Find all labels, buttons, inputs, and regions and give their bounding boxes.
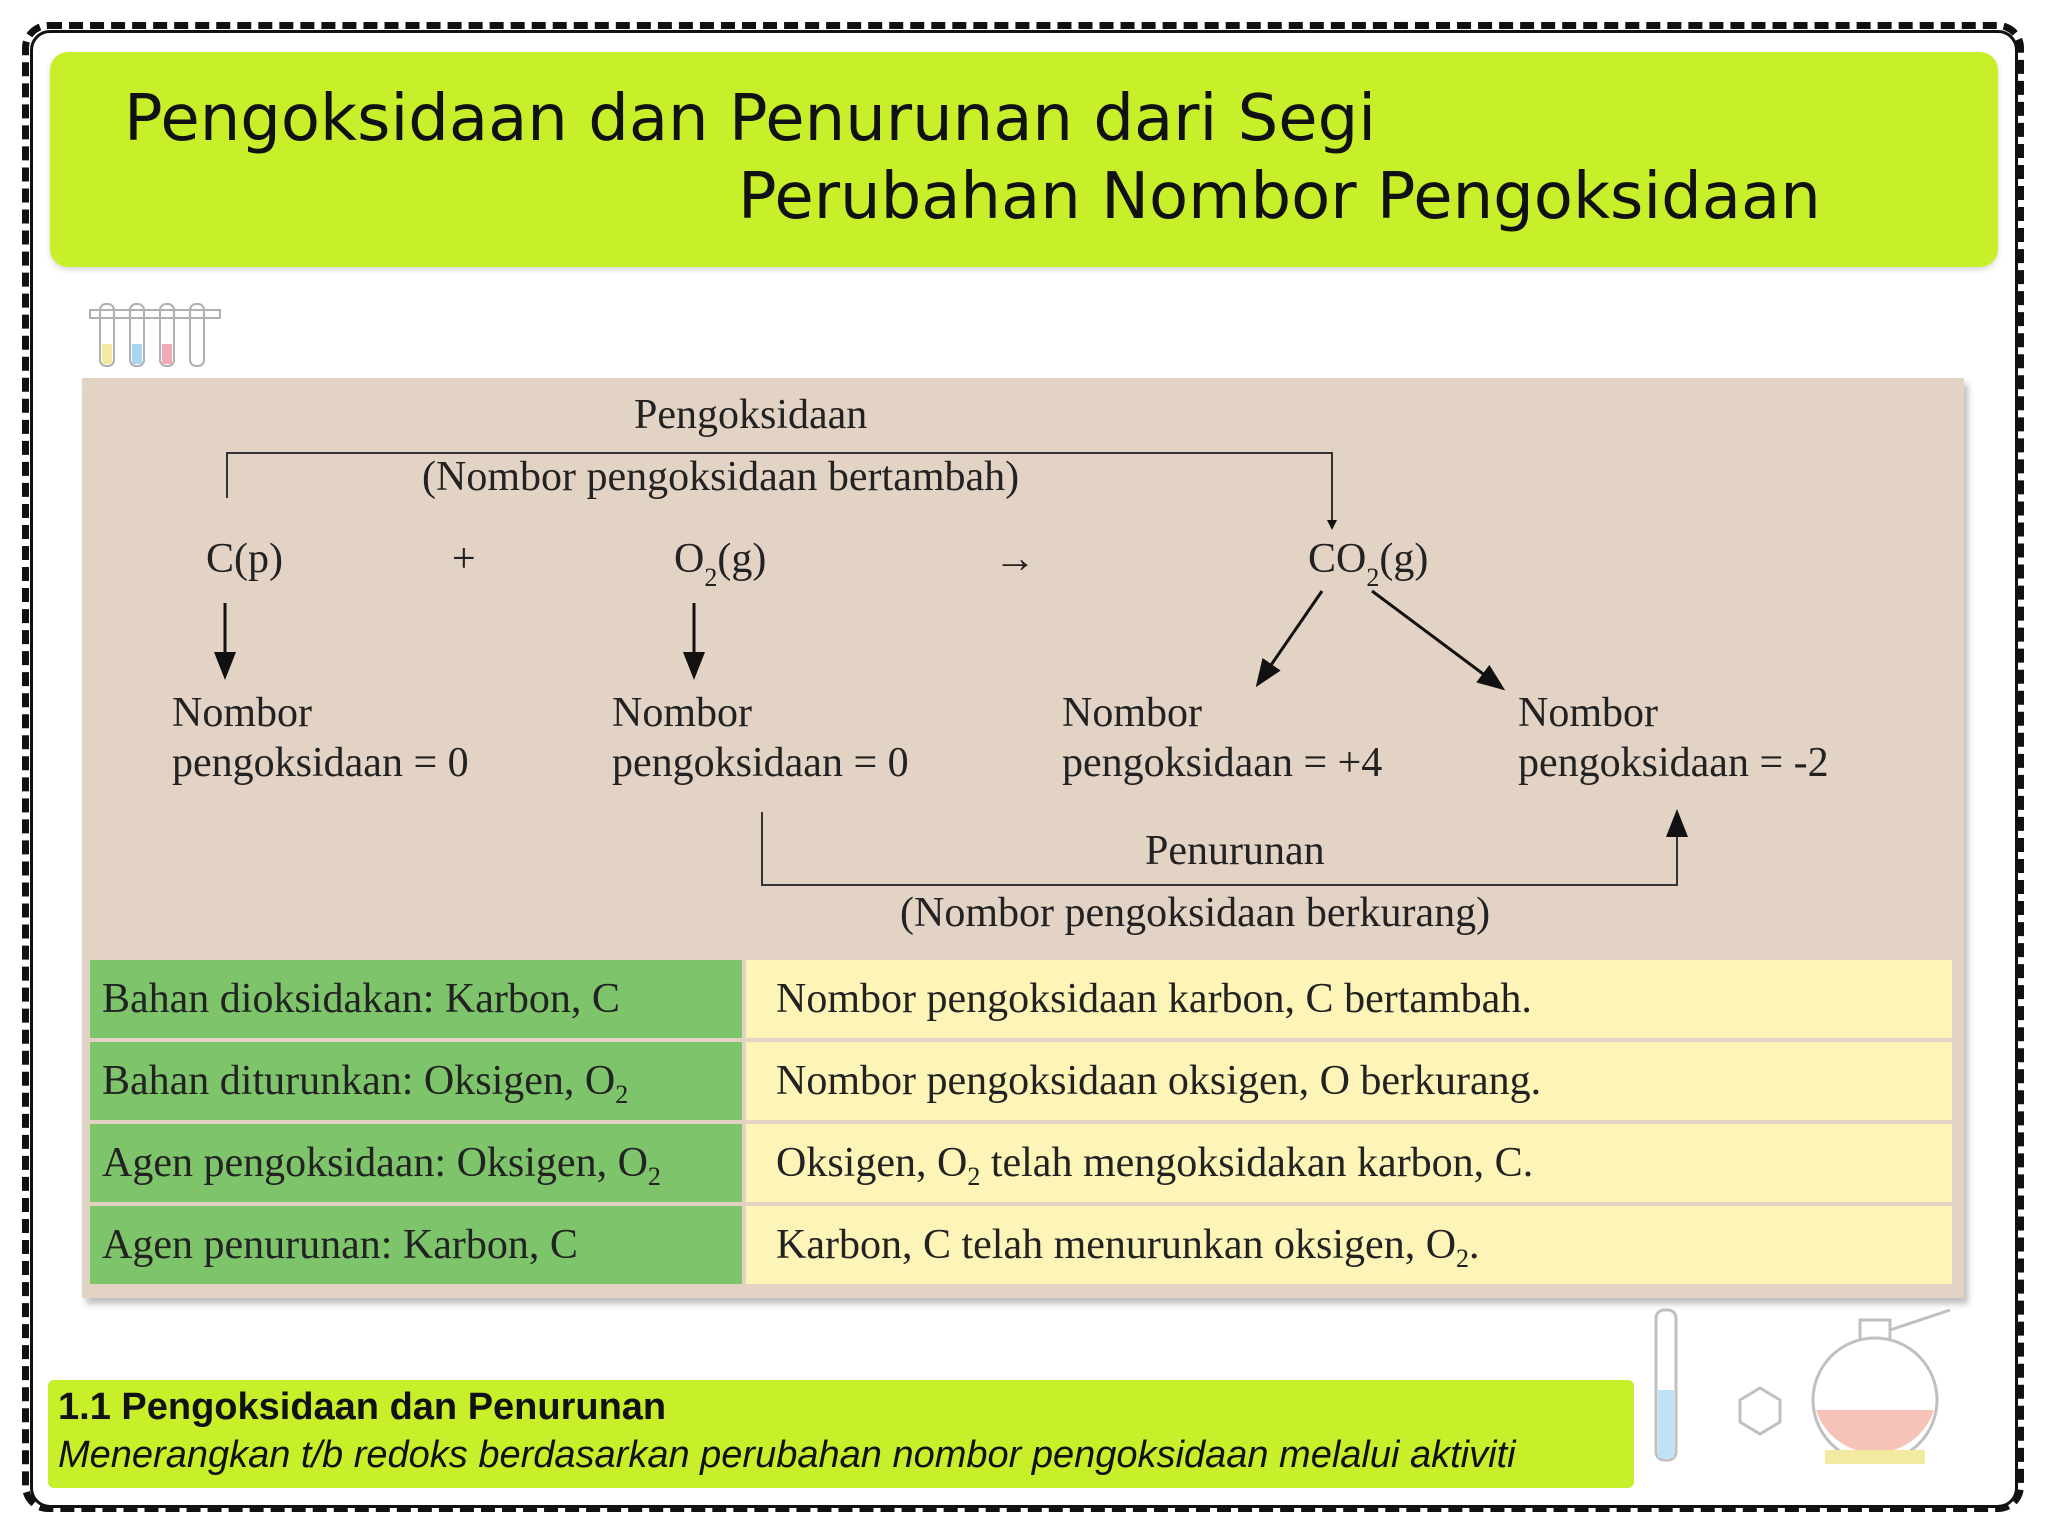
table-cell-label: Bahan diturunkan: Oksigen, O 2 xyxy=(90,1042,742,1120)
table-cell-description: Oksigen, O 2 telah mengoksidakan karbon, C. xyxy=(746,1124,1952,1202)
plus-sign: + xyxy=(452,536,476,582)
co2-right-arrow xyxy=(1372,591,1502,688)
table-row xyxy=(90,960,1952,1038)
summary-table xyxy=(90,960,1952,1288)
table-cell-label: Bahan dioksidakan: Karbon, C xyxy=(90,960,742,1038)
reduction-label: Penurunan xyxy=(1145,828,1325,874)
flask-icon xyxy=(1600,1290,1980,1490)
oxnum-carbon: Nombor pengoksidaan = 0 xyxy=(172,690,469,787)
learning-standard-footer xyxy=(48,1380,1634,1488)
table-cell-description: Nombor pengoksidaan karbon, C bertambah. xyxy=(746,960,1952,1038)
test-tubes-icon xyxy=(86,300,226,370)
page-title-line1: Pengoksidaan dan Penurunan dari Segi xyxy=(124,82,1376,156)
footer-subtitle: Menerangkan t/b redoks berdasarkan perubahan nombor pengoksidaan melalui aktiviti xyxy=(58,1434,1516,1476)
table-cell-label: Agen pengoksidaan: Oksigen, O 2 xyxy=(90,1124,742,1202)
table-cell-label: Agen penurunan: Karbon, C xyxy=(90,1206,742,1284)
reduction-note: (Nombor pengoksidaan berkurang) xyxy=(900,890,1491,936)
species-carbon: C(p) xyxy=(206,536,283,582)
co2-left-arrow xyxy=(1258,591,1322,684)
redox-diagram xyxy=(82,378,1964,958)
table-row xyxy=(90,1206,1952,1284)
table-row xyxy=(90,1124,1952,1202)
footer-heading: 1.1 Pengoksidaan dan Penurunan xyxy=(58,1386,667,1428)
oxnum-co2-carbon: Nombor pengoksidaan = +4 xyxy=(1062,690,1383,787)
table-cell-description: Karbon, C telah menurunkan oksigen, O 2 . xyxy=(746,1206,1952,1284)
oxidation-note: (Nombor pengoksidaan bertambah) xyxy=(422,454,1020,500)
diagram-arrows xyxy=(82,378,1964,958)
oxnum-co2-oxygen: Nombor pengoksidaan = -2 xyxy=(1518,690,1829,787)
reaction-arrow: → xyxy=(994,536,1036,582)
oxidation-label: Pengoksidaan xyxy=(634,392,868,438)
table-row xyxy=(90,1042,1952,1120)
oxnum-oxygen: Nombor pengoksidaan = 0 xyxy=(612,690,909,787)
species-co2: $CO_2(g)$ xyxy=(1308,536,1429,592)
table-cell-description: Nombor pengoksidaan oksigen, O berkurang. xyxy=(746,1042,1952,1120)
species-oxygen: $O_2(g)$ xyxy=(674,536,767,592)
page-title-line2: Perubahan Nombor Pengoksidaan xyxy=(738,160,1821,234)
redox-panel xyxy=(82,378,1964,1298)
